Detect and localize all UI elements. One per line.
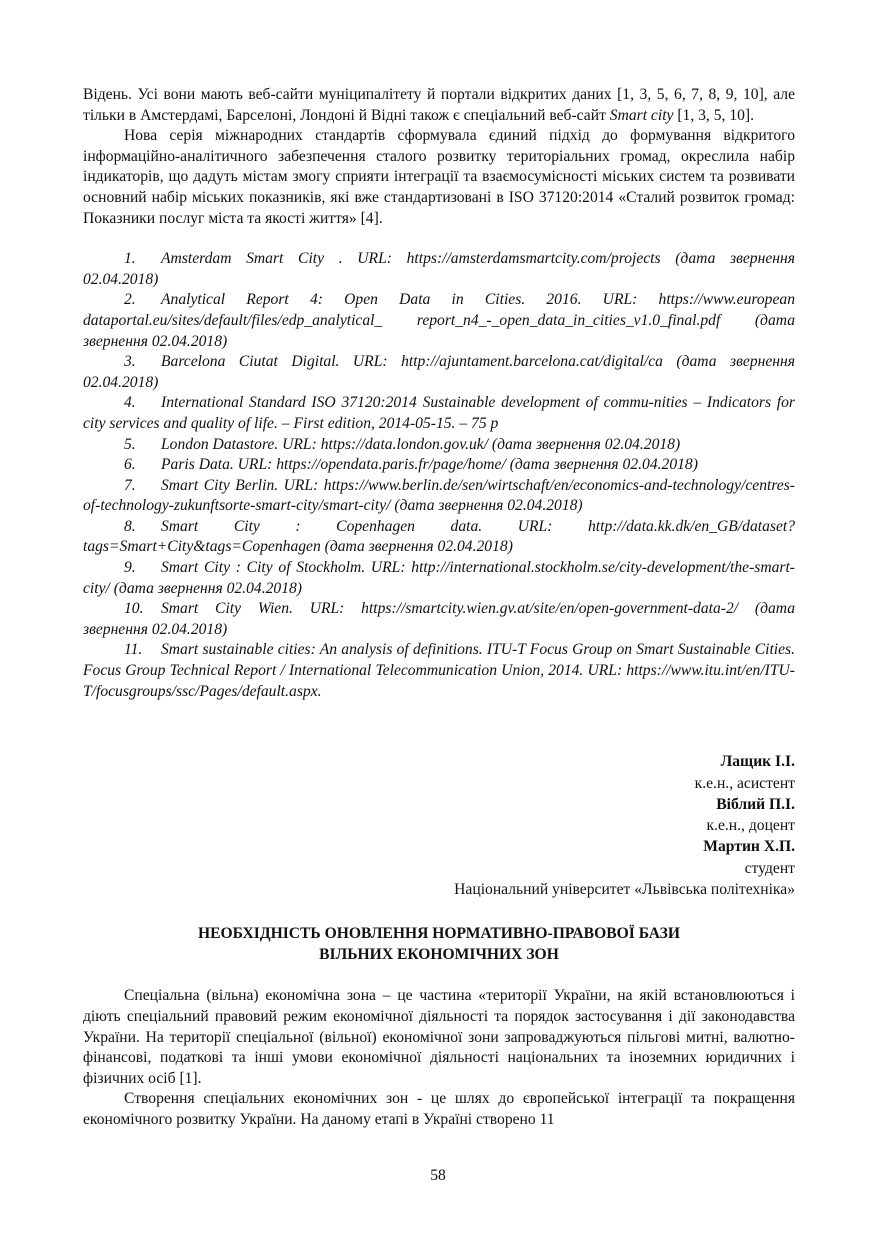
document-page bbox=[83, 85, 795, 1131]
reference-item: 7. Smart City Berlin. URL: https://www.berlin.de/sen/wirtschaft/en/economics-and-technology/centres-of-technology-zukunftsorte-smart-city/smart-city/ (дата звернення 02.04.2018) bbox=[83, 476, 795, 515]
affiliation: Національний університет «Львівська політехніка» bbox=[454, 881, 795, 898]
smart-city-term: Smart city bbox=[609, 106, 674, 124]
reference-item: 9. Smart City : City of Stockholm. URL: http://international.stockholm.se/city-development/the-smart-city/ (дата звернення 02.04.2018) bbox=[83, 559, 795, 597]
reference-item: 11. Smart sustainable cities: An analysis of definitions. ITU-T Focus Group on Smart Sustainable Cities. Focus Group Technical Report / International Telecommunication Union, 2014. URL: https://www.itu.int/en/ITU-T/focusgroups/ssc/Pages/default.aspx. bbox=[83, 641, 795, 700]
reference-item: 4. International Standard ISO 37120:2014 Sustainable development of commu-nities – Indicators for city services and quality of life. – First edition, 2014-05-15. – 75 p bbox=[83, 394, 795, 432]
authors-block bbox=[83, 751, 795, 900]
author-name: Віблий П.І. bbox=[716, 795, 795, 813]
intro-paragraph-2: Нова серія міжнародних стандартів сформувала єдиний підхід до формування відкритого інформаційно-аналітичного забезпечення сталого розвитку територіальних громад, окреслила набір індикаторів, що дадуть містам змогу сприяти інтеграції та взаємосумісності міських систем та розвивати основний набір міських показників, які вже стандартизовані в ISO 37120:2014 «Сталий розвиток громад: Показники послуг міста та якості життя» [4]. bbox=[83, 127, 795, 227]
author-name: Лащик І.І. bbox=[720, 753, 795, 771]
reference-item: 2. Analytical Report 4: Open Data in Cities. 2016. URL: https://www.european dataportal.eu/sites/default/files/edp_analytical_ report_n4_-_open_data_in_cities_v1.0_final.pdf (дата звернення 02.04.2018) bbox=[83, 291, 795, 350]
page-number: 58 bbox=[430, 1167, 446, 1184]
intro-paragraph-1: Відень. Усі вони мають веб-сайти муніципалітету й портали відкритих даних [1, 3, 5, 6, 7, 8, 9, 10], але тільки в Амстердамі, Барселоні, Лондоні й Відні також є спеціальний веб-сайт Smart city [1, 3, 5, 10]. bbox=[83, 86, 795, 124]
reference-item: 3. Barcelona Ciutat Digital. URL: http://ajuntament.barcelona.cat/digital/ca (дата звернення 02.04.2018) bbox=[83, 353, 795, 391]
author-role: студент bbox=[744, 859, 795, 877]
article-body bbox=[83, 986, 795, 1130]
author-name: Мартин Х.П. bbox=[703, 838, 795, 856]
reference-item: 10. Smart City Wien. URL: https://smartcity.wien.gv.at/site/en/open-government-data-2/ (дата звернення 02.04.2018) bbox=[83, 600, 795, 638]
reference-item: 8. Smart City : Copenhagen data. URL: http://data.kk.dk/en_GB/dataset?tags=Smart+City&tags=Copenhagen (дата звернення 02.04.2018) bbox=[83, 517, 795, 556]
reference-item: 1. Amsterdam Smart City . URL: https://amsterdamsmartcity.com/projects (дата звернення 02.04.2018) bbox=[83, 250, 795, 288]
article-paragraph-1: Спеціальна (вільна) економічна зона – це частина «території України, на якій встановлюються і діють спеціальний правовий режим економічної діяльності та порядок застосування і дії законодавства України. На території спеціальної (вільної) економічної зони запроваджуються пільгові митні, валютно-фінансові, податкові та інші умови економічної діяльності національних та іноземних юридичних і фізичних осіб [1]. bbox=[83, 987, 795, 1087]
reference-item: 6. Paris Data. URL: https://opendata.paris.fr/page/home/ (дата звернення 02.04.2018) bbox=[124, 456, 698, 474]
author-role: к.е.н., асистент bbox=[694, 774, 795, 792]
references-list bbox=[83, 249, 795, 702]
author-role: к.е.н., доцент bbox=[706, 817, 795, 835]
article-paragraph-2: Створення спеціальних економічних зон - це шлях до європейської інтеграції та покращення економічного розвитку України. На даному етапі в Україні створено 11 bbox=[83, 1090, 795, 1129]
article-title: НЕОБХІДНІСТЬ ОНОВЛЕННЯ НОРМАТИВНО-ПРАВОВОЇ БАЗИ ВІЛЬНИХ ЕКОНОМІЧНИХ ЗОН bbox=[197, 925, 681, 963]
reference-item: 5. London Datastore. URL: https://data.london.gov.uk/ (дата звернення 02.04.2018) bbox=[124, 435, 681, 453]
